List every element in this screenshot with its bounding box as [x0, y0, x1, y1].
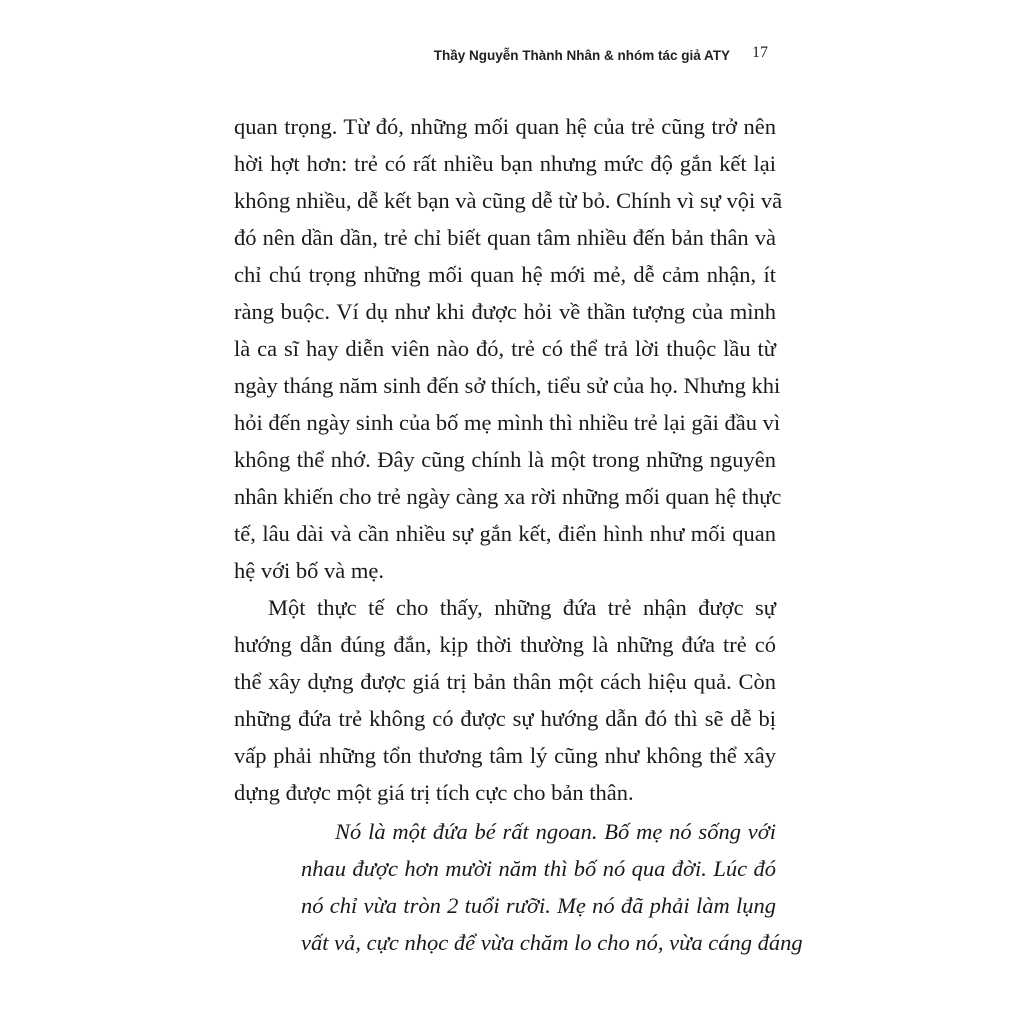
text-line: Một thực tế cho thấy, những đứa trẻ nhận được sự	[268, 595, 776, 620]
text-line: hỏi đến ngày sinh của bố mẹ mình thì nhiều trẻ lại gãi đầu vì	[234, 410, 781, 435]
page-number: 17	[752, 44, 768, 61]
text-line: tế, lâu dài và cần nhiều sự gắn kết, điển hình như mối quan	[234, 521, 776, 546]
text-line: hời hợt hơn: trẻ có rất nhiều bạn nhưng mức độ gắn kết lại	[234, 151, 776, 176]
text-line: ràng buộc. Ví dụ như khi được hỏi về thần tượng của mình	[234, 299, 776, 324]
running-header: Thầy Nguyễn Thành Nhân & nhóm tác giả ATY	[433, 48, 730, 63]
text-line: không thể nhớ. Đây cũng chính là một trong những nguyên	[234, 447, 776, 472]
text-line: đó nên dần dần, trẻ chỉ biết quan tâm nhiều đến bản thân và	[234, 225, 776, 250]
text-line: là ca sĩ hay diễn viên nào đó, trẻ có thể trả lời thuộc lầu từ	[234, 336, 776, 361]
text-line: nhau được hơn mười năm thì bố nó qua đời. Lúc đó	[301, 856, 776, 881]
text-line: không nhiều, dễ kết bạn và cũng dễ từ bỏ. Chính vì sự vội vã	[234, 188, 783, 213]
text-line: quan trọng. Từ đó, những mối quan hệ của trẻ cũng trở nên	[234, 114, 776, 139]
text-line: chỉ chú trọng những mối quan hệ mới mẻ, dễ cảm nhận, ít	[234, 262, 776, 287]
text-line: vấp phải những tổn thương tâm lý cũng như không thể xây	[234, 743, 776, 768]
text-line: nhân khiến cho trẻ ngày càng xa rời những mối quan hệ thực	[234, 484, 782, 509]
text-line: hệ với bố và mẹ.	[234, 558, 384, 583]
text-line: những đứa trẻ không có được sự hướng dẫn đó thì sẽ dễ bị	[234, 706, 776, 731]
text-line: vất vả, cực nhọc để vừa chăm lo cho nó, vừa cáng đáng	[301, 930, 803, 955]
text-line: thể xây dựng được giá trị bản thân một cách hiệu quả. Còn	[234, 669, 776, 694]
text-line: dựng được một giá trị tích cực cho bản thân.	[234, 780, 634, 805]
text-line: hướng dẫn đúng đắn, kịp thời thường là những đứa trẻ có	[234, 632, 776, 657]
text-line: Nó là một đứa bé rất ngoan. Bố mẹ nó sống với	[335, 819, 776, 844]
text-line: ngày tháng năm sinh đến sở thích, tiểu sử của họ. Nhưng khi	[234, 373, 781, 398]
text-line: nó chỉ vừa tròn 2 tuổi rưỡi. Mẹ nó đã phải làm lụng	[301, 893, 776, 918]
